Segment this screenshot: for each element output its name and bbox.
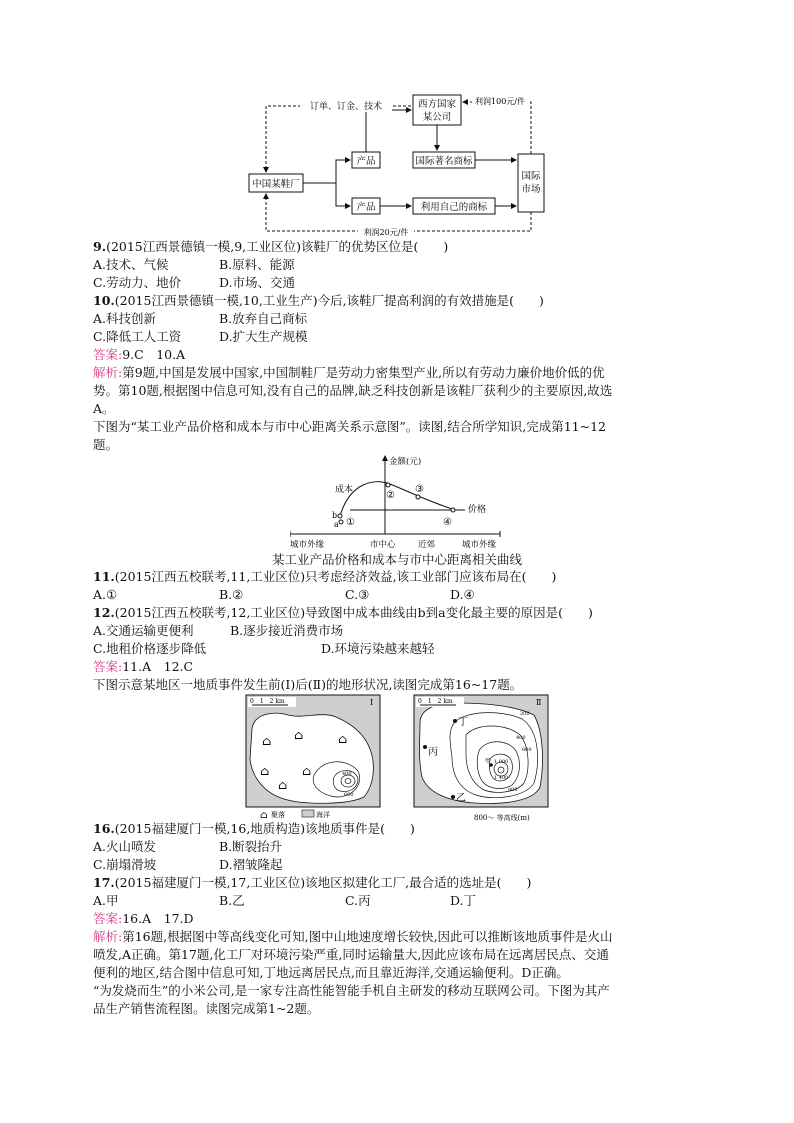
village-icon: ⌂ [262, 734, 272, 748]
point-4 [451, 508, 455, 512]
legend-village-icon: ⌂ [260, 810, 268, 821]
question-16 [93, 820, 415, 837]
answer-11-12 [93, 658, 193, 675]
point-b [338, 514, 342, 518]
explanation-16-17-line1 [93, 928, 613, 945]
x-label-city-edge-left: 城市外缘 [290, 540, 325, 550]
explanation-9-10-line1 [93, 364, 605, 381]
profit100-label: 利润100元/件 [475, 97, 525, 106]
q9-option-c: C.劳动力、地价 [93, 275, 182, 290]
question-10 [93, 292, 544, 309]
q10-option-a: A.科技创新 [93, 311, 157, 326]
label-4: ④ [443, 517, 452, 528]
map-before [246, 695, 380, 807]
q12-text: (2015江西五校联考,12,工业区位)导致图中成本曲线由b到a变化最主要的原因是( ) [114, 605, 593, 620]
legend-sea-swatch [302, 810, 314, 817]
q12-options-row1 [93, 622, 343, 639]
explanation-text: 第16题,根据图中等高线变化可知,图中山地速度增长较快,因此可以推断该地质事件是火山 [122, 929, 613, 944]
intl-market-box [518, 154, 544, 212]
q17-number: 17. [93, 875, 115, 890]
village-icon: ⌂ [278, 778, 288, 792]
q17-text: (2015福建厦门一模,17,工业区位)该地区拟建化工厂,最合适的选址是( ) [114, 875, 532, 890]
western-company-line2: 某公司 [422, 112, 452, 123]
point-3 [416, 495, 420, 499]
chart-caption: 某工业产品价格和成本与市中心距离相关曲线 [271, 552, 522, 567]
western-company-line1: 西方国家 [417, 99, 457, 110]
q11-option-c: C.③ [345, 587, 370, 602]
q12-option-b: B.逐步接近消费市场 [230, 623, 344, 638]
q11-option-a: A.① [93, 587, 118, 602]
point-2 [386, 483, 390, 487]
intro-16-17: 下图示意某地区一地质事件发生前(Ⅰ)后(Ⅱ)的地形状况,读图完成第16~17题。 [93, 677, 523, 692]
price-label: 价格 [468, 505, 487, 515]
factory-label: 中国某鞋厂 [252, 179, 300, 190]
answer-label: 答案: [93, 659, 123, 674]
explanation-label: 解析: [93, 929, 123, 944]
q16-option-d: D.褶皱隆起 [219, 857, 283, 872]
q10-option-b: B.放弃自己商标 [219, 311, 308, 326]
roman-2: Ⅱ [536, 698, 542, 707]
answer-text: 11.A 12.C [122, 659, 194, 674]
site-ding-label: 丁 [458, 717, 468, 728]
explanation-9-10-line3: A。 [93, 401, 115, 416]
label-3: ③ [415, 484, 424, 495]
answer-16-17 [93, 910, 194, 927]
q16-options-row1 [93, 838, 282, 855]
explanation-16-17-line2: 喷发,A正确。第17题,化工厂对环境污染严重,同时运输量大,因此应该布局在远离居民点、交通 [93, 947, 609, 962]
q16-option-b: B.断裂抬升 [219, 839, 283, 854]
site-jia-label: 甲 [485, 758, 492, 765]
intro-xiaomi-line2: 品生产销售流程图。读图完成第1~2题。 [93, 1001, 320, 1016]
contour-label-1000: 1 000 [494, 759, 509, 765]
product-label-top: 产品 [356, 156, 376, 167]
q10-option-d: D.扩大生产规模 [219, 329, 308, 344]
village-icon: ⌂ [302, 764, 312, 778]
q9-number: 9. [93, 239, 107, 254]
q11-options [93, 586, 475, 603]
site-yi-label: 乙 [456, 793, 466, 804]
q16-text: (2015福建厦门一模,16,地质构造)该地质事件是( ) [114, 821, 415, 836]
product-to-western-arrow [366, 110, 411, 152]
legend-contour-label: 800～ 等高线(m) [474, 814, 530, 822]
q17-option-c: C.丙 [345, 893, 371, 908]
x-label-center: 市中心 [370, 540, 396, 550]
q17-options [93, 892, 476, 909]
factory-to-product-top-arrow [303, 160, 350, 183]
profit20-label: 利润20元/件 [363, 228, 409, 237]
label-2: ② [386, 490, 395, 501]
map-after [414, 695, 548, 807]
legend-village-label: 聚落 [271, 811, 285, 819]
answer-9-10 [93, 346, 185, 363]
roman-1: Ⅰ [370, 698, 374, 707]
q12-number: 12. [93, 605, 115, 620]
q16-number: 16. [93, 821, 115, 836]
site-bing-label: 丙 [428, 747, 438, 758]
q9-options-row2 [93, 274, 295, 291]
question-11 [93, 568, 556, 585]
contour-label-1400: 1 400 [494, 775, 509, 781]
site-bing-dot [423, 745, 427, 749]
q10-number: 10. [93, 293, 115, 308]
point-a [339, 520, 343, 524]
x-label-city-edge-right: 城市外缘 [462, 540, 497, 550]
intl-brand-label: 国际著名商标 [415, 156, 473, 167]
cost-price-curve-chart [290, 452, 510, 550]
q10-options-row1 [93, 310, 307, 327]
village-icon: ⌂ [338, 732, 348, 746]
contour-label-400-before: 400 [342, 771, 352, 777]
q12-options-row2 [93, 640, 435, 657]
contour-label-600-before: 600 [344, 792, 354, 798]
q17-option-a: A.甲 [93, 893, 119, 908]
scale-bar-after: 0 1 2 km [418, 698, 453, 705]
cost-label: 成本 [335, 485, 354, 495]
village-icon: ⌂ [260, 764, 270, 778]
intl-market-line2: 市场 [521, 184, 541, 195]
explanation-16-17-line3: 便利的地区,结合图中信息可知,丁地远离居民点,而且靠近海洋,交通运输便利。D正确。 [93, 965, 569, 980]
orders-dashed-arrow [266, 106, 411, 172]
cost-curve [340, 482, 455, 516]
q16-options-row2 [93, 856, 283, 873]
intro-11-12-line1: 下图为“某工业产品价格和成本与市中心距离关系示意图”。读图,结合所学知识,完成第11~12 [93, 419, 607, 434]
label-1: ① [346, 517, 355, 528]
q11-option-b: B.② [219, 587, 244, 602]
q10-text: (2015江西景德镇一模,10,工业生产)今后,该鞋厂提高利润的有效措施是( ) [114, 293, 544, 308]
site-ding-dot [453, 719, 457, 723]
explanation-text: 第9题,中国是发展中国家,中国制鞋厂是劳动力密集型产业,所以有劳动力廉价地价低的优 [122, 365, 605, 380]
q9-options-row1 [93, 256, 295, 273]
intl-market-line1: 国际 [521, 171, 541, 182]
q17-option-d: D.丁 [450, 893, 477, 908]
contour-label-600: 600 [522, 747, 532, 753]
q9-text: (2015江西景德镇一模,9,工业区位)该鞋厂的优势区位是( ) [106, 239, 449, 254]
q11-text: (2015江西五校联考,11,工业区位)只考虑经济效益,该工业部门应该布局在( ) [114, 569, 557, 584]
q16-option-a: A.火山喷发 [93, 839, 157, 854]
village-icon: ⌂ [294, 728, 304, 742]
own-brand-label: 利用自己的商标 [420, 202, 488, 213]
contour-label-400: 400 [516, 735, 526, 741]
factory-to-product-bottom-arrow [336, 183, 350, 206]
answer-label: 答案: [93, 911, 123, 926]
orders-label: 订单、订金、技术 [309, 102, 383, 112]
geology-maps-figure [244, 693, 550, 823]
explanation-label: 解析: [93, 365, 123, 380]
site-yi-dot [451, 795, 455, 799]
answer-text: 9.C 10.A [122, 347, 186, 362]
q12-option-d: D.环境污染越来越轻 [321, 641, 435, 656]
q11-number: 11. [93, 569, 115, 584]
q10-options-row2 [93, 328, 308, 345]
product-label-bottom: 产品 [356, 202, 376, 213]
label-b: b [332, 511, 338, 520]
scale-bar-before: 0 1 2 km [250, 698, 285, 705]
explanation-9-10-line2: 势。第10题,根据图中信息可知,没有自己的品牌,缺乏科技创新是该鞋厂获利少的主要原因,故选 [93, 383, 613, 398]
intro-xiaomi-line1: “为发烧而生”的小米公司,是一家专注高性能智能手机自主研发的移动互联网公司。下图为其产 [93, 983, 610, 998]
label-a: a [334, 520, 339, 529]
q16-option-c: C.崩塌滑坡 [93, 857, 157, 872]
legend-sea-label: 海洋 [316, 811, 330, 819]
q9-option-a: A.技术、气候 [93, 257, 169, 272]
x-label-suburb: 近郊 [418, 540, 436, 550]
q10-option-c: C.降低工人工资 [93, 329, 182, 344]
question-9 [93, 238, 448, 255]
shoe-factory-flow-diagram [240, 92, 550, 240]
contour-label-200: 200 [520, 711, 530, 717]
profit100-dashed-arrow [463, 102, 531, 154]
question-12 [93, 604, 593, 621]
q9-option-d: D.市场、交通 [219, 275, 296, 290]
q12-option-a: A.交通运输更便利 [93, 623, 194, 638]
answer-text: 16.A 17.D [122, 911, 194, 926]
contour-label-800: 800 [508, 787, 518, 793]
intro-11-12-line2: 题。 [93, 437, 119, 452]
y-axis-label: 金额(元) [389, 457, 422, 467]
answer-label: 答案: [93, 347, 123, 362]
q12-option-c: C.地租价格逐步降低 [93, 641, 207, 656]
q17-option-b: B.乙 [219, 893, 245, 908]
q11-option-d: D.④ [450, 587, 475, 602]
q9-option-b: B.原料、能源 [219, 257, 295, 272]
question-17 [93, 874, 531, 891]
